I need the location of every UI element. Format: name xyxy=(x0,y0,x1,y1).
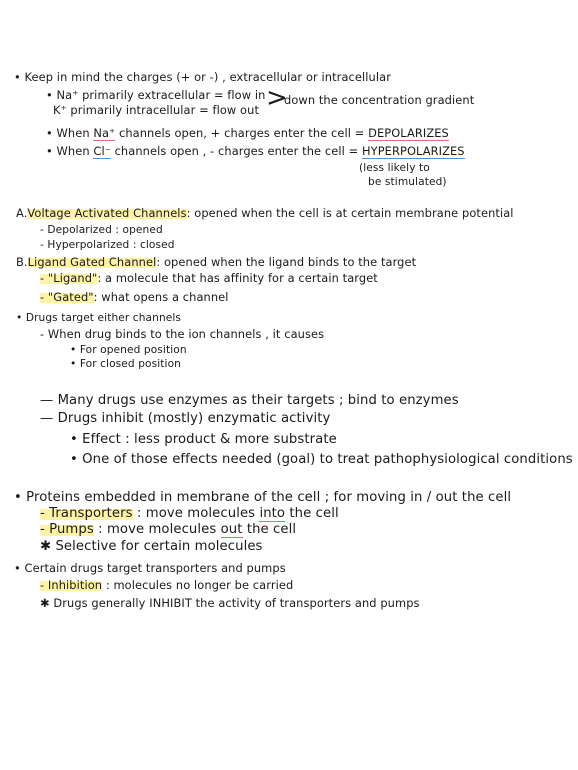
text-when: • When xyxy=(46,126,90,140)
note-voltage-channels xyxy=(16,206,514,220)
text-into: into xyxy=(259,506,286,521)
text-when: • When xyxy=(46,144,90,158)
text-pumps-b: the cell xyxy=(242,522,297,537)
text-depolarizes: DEPOLARIZES xyxy=(368,126,449,140)
note-effect: • Effect : less product & more substrate xyxy=(70,432,337,447)
note-drugs-target-channels: • Drugs target either channels xyxy=(16,312,182,324)
note-na-channels xyxy=(46,126,449,140)
text-ligand-rest: : opened when the ligand binds to the target xyxy=(156,255,417,269)
note-potassium-line: K⁺ primarily intracellular = flow out xyxy=(53,103,260,117)
note-drugs-generally-inhibit: ✱ Drugs generally INHIBIT the activity of transporters and pumps xyxy=(40,596,420,610)
highlight-transporters: - Transporters xyxy=(40,506,133,521)
note-drugs-inhibit: — Drugs inhibit (mostly) enzymatic activity xyxy=(40,411,331,426)
text-out: out xyxy=(220,522,243,537)
text-na-ion: Na⁺ xyxy=(93,126,116,140)
note-less-likely: (less likely to xyxy=(359,162,430,174)
note-be-stimulated: be stimulated) xyxy=(368,176,447,188)
note-ligand-definition xyxy=(40,271,378,285)
note-hyperpolarized-closed: - Hyperpolarized : closed xyxy=(40,239,175,251)
note-gated-definition xyxy=(40,290,229,304)
note-transporters xyxy=(40,506,339,522)
note-opened-position: • For opened position xyxy=(70,344,187,356)
note-selective: ✱ Selective for certain molecules xyxy=(40,539,263,554)
label-a: A. xyxy=(16,206,28,220)
text-transporters-a: : move molecules xyxy=(132,506,260,521)
note-ligand-channel xyxy=(16,255,416,269)
note-pumps xyxy=(40,522,296,538)
text-hyperpolarizes: HYPERPOLARIZES xyxy=(361,144,465,158)
brace-symbol: > xyxy=(266,83,288,113)
note-one-of-those-effects: • One of those effects needed (goal) to treat pathophysiological conditions xyxy=(70,452,573,467)
note-sodium-line: • Na⁺ primarily extracellular = flow in xyxy=(46,88,266,102)
label-b: B. xyxy=(16,255,28,269)
text-cl-ion: Cl⁻ xyxy=(93,144,111,158)
highlight-voltage-activated: Voltage Activated Channels xyxy=(27,206,187,220)
text-pumps-a: : move molecules xyxy=(93,522,221,537)
highlight-inhibition: - Inhibition xyxy=(40,578,103,592)
highlight-ligand-gated: Ligand Gated Channel xyxy=(27,255,157,269)
highlight-pumps: - Pumps xyxy=(40,522,94,537)
highlight-ligand: - "Ligand" xyxy=(40,271,98,285)
text-na-rest: channels open, + charges enter the cell = xyxy=(118,126,365,140)
note-drug-binds: - When drug binds to the ion channels , it causes xyxy=(40,327,325,341)
note-depolarized-opened: - Depolarized : opened xyxy=(40,224,163,236)
text-voltage-rest: : opened when the cell is at certain membrane potential xyxy=(186,206,514,220)
text-transporters-b: the cell xyxy=(285,506,339,521)
note-certain-drugs: • Certain drugs target transporters and pumps xyxy=(14,561,286,575)
highlight-gated: - "Gated" xyxy=(40,290,94,304)
text-inhibition-rest: : molecules no longer be carried xyxy=(102,578,294,592)
note-cl-channels xyxy=(46,144,465,158)
text-ligand-def: : a molecule that has affinity for a certain target xyxy=(97,271,378,285)
note-enzymes-targets: — Many drugs use enzymes as their targets ; bind to enzymes xyxy=(40,393,459,408)
text-cl-rest: channels open , - charges enter the cell = xyxy=(114,144,359,158)
note-proteins-embedded: • Proteins embedded in membrane of the cell ; for moving in / out the cell xyxy=(14,490,512,505)
note-inhibition xyxy=(40,578,293,592)
note-charges-heading: • Keep in mind the charges (+ or -) , extracellular or intracellular xyxy=(14,70,391,84)
note-concentration-gradient: down the concentration gradient xyxy=(284,93,475,107)
note-closed-position: • For closed position xyxy=(70,358,181,370)
text-gated-def: : what opens a channel xyxy=(93,290,229,304)
